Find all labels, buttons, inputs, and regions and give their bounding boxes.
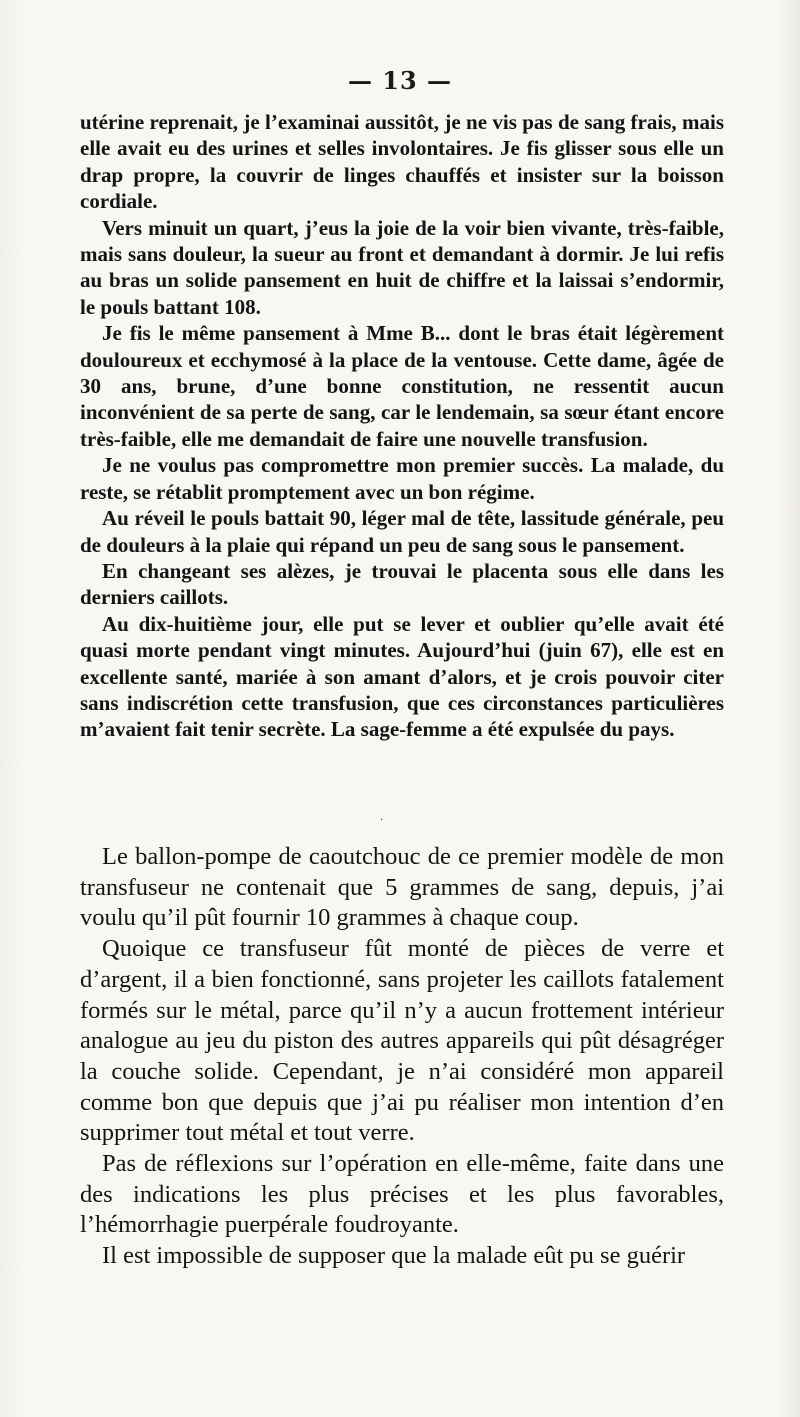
commentary-section — [80, 842, 724, 1272]
paragraph: Le ballon-pompe de caoutchouc de ce premier modèle de mon transfuseur ne contenait que 5 grammes de sang, depuis, j’ai voulu qu’il pût fournir 10 grammes à chaque coup. — [80, 843, 724, 932]
paragraph: Pas de réflexions sur l’opération en elle-même, faite dans une des indications les plus précises et les plus favorables, l’hémorrhagie puerpérale foudroyante. — [80, 1150, 724, 1239]
section-separator-mark: · — [380, 815, 384, 826]
paragraph: Au réveil le pouls battait 90, léger mal de tête, lassitude générale, peu de douleurs à la plaie qui répand un peu de sang sous le pansement. — [80, 506, 724, 557]
paragraph: Il est impossible de supposer que la malade eût pu se guérir — [102, 1242, 686, 1270]
paragraph: Au dix-huitième jour, elle put se lever et oublier qu’elle avait été quasi morte pendant vingt minutes. Aujourd’hui (juin 67), elle est en excellente santé, mariée à son amant d’alors, et je crois pouvoir citer sans indiscrétion cette transfusion, que ces circonstances particulières m’avaient fait tenir secrète. La sage-femme a été expulsée du pays. — [80, 611, 724, 742]
paragraph: En changeant ses alèzes, je trouvai le placenta sous elle dans les derniers caillots. — [80, 558, 724, 610]
paragraph: Quoique ce transfuseur fût monté de pièces de verre et d’argent, il a bien fonctionné, sans projeter les caillots fatalement formés sur le métal, parce qu’il n’y a aucun frottement intérieur analogue au jeu du piston des autres appareils qui pût désagréger la couche solide. Cependant, je n’ai considéré mon appareil comme bon que depuis que j’ai pu réaliser mon intention d’en supprimer tout métal et tout verre. — [80, 935, 724, 1147]
case-report-section — [80, 109, 724, 743]
paragraph: Je fis le même pansement à Mme B... dont le bras était légèrement douloureux et ecchymosé à la place de la ventouse. Cette dame, âgée de 30 ans, brune, d’une bonne constitution, ne ressentit aucun inconvénient de sa perte de sang, car le lendemain, sa sœur étant encore très-faible, elle me demandait de faire une nouvelle transfusion. — [80, 321, 724, 451]
paragraph: utérine reprenait, je l’examinai aussitôt, je ne vis pas de sang frais, mais elle avait eu des urines et selles involontaires. Je fis glisser sous elle un drap propre, la couvrir de linges chauffés et insister sur la boisson cordiale. — [80, 110, 724, 214]
paragraph: Je ne voulus pas compromettre mon premier succès. La malade, du reste, se rétablit promptement avec un bon régime. — [80, 453, 724, 504]
paragraph: Vers minuit un quart, j’eus la joie de la voir bien vivante, très-faible, mais sans douleur, la sueur au front et demandant à dormir. Je lui refis au bras un solide pansement en huit de chiffre et la laissai s’endormir, le pouls battant 108. — [80, 215, 724, 319]
page-number: — 13 — — [347, 66, 453, 95]
